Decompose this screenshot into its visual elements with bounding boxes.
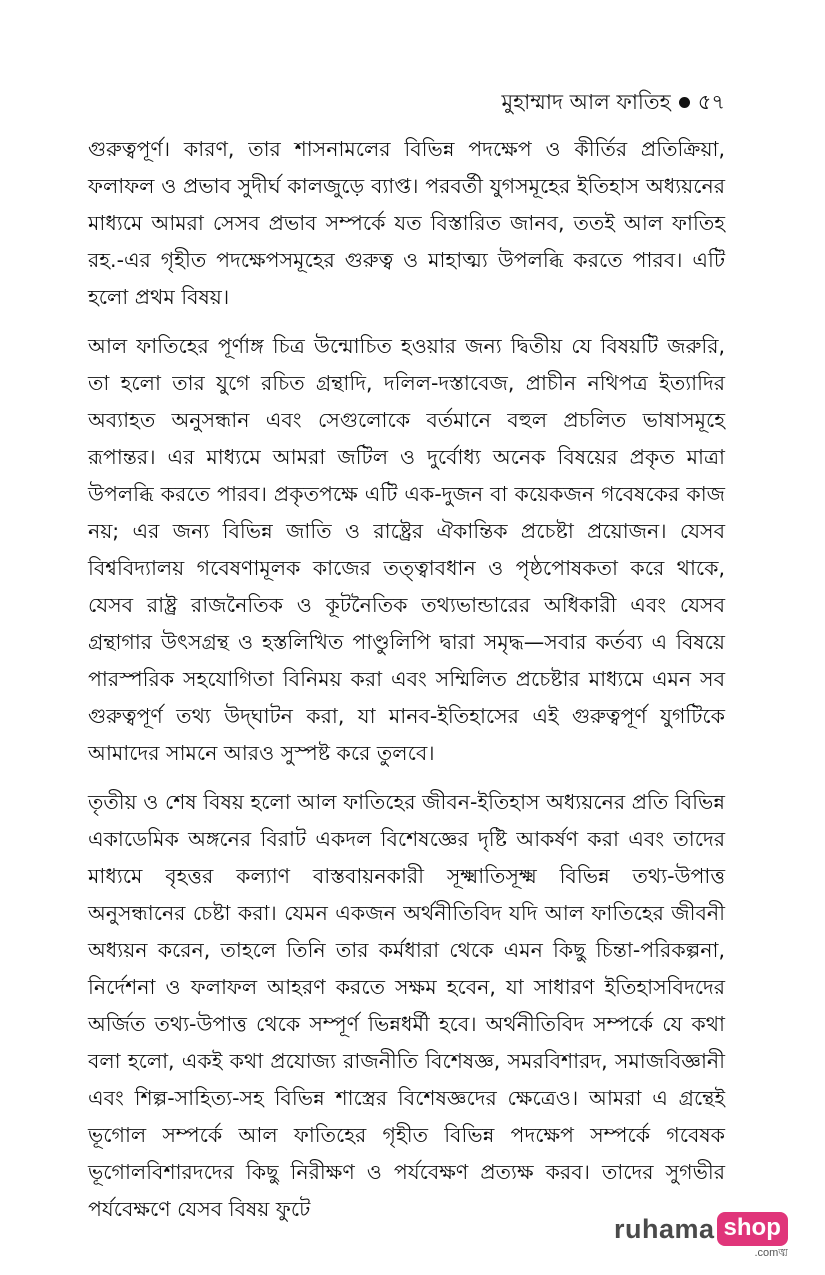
page-number: ৫৭ xyxy=(697,90,725,114)
paragraph-1: গুরুত্বপূর্ণ। কারণ, তার শাসনামলের বিভিন্ন পদক্ষেপ ও কীর্তির প্রতিক্রিয়া, ফলাফল ও প্রভাব সুদীর্ঘ কালজুড়ে ব্যাপ্ত। পরবর্তী যুগসমূহের ইতিহাস অধ্যয়নের মাধ্যমে আমরা সেসব প্রভাব সম্পর্কে যত বিস্তারিত জানব, ততই আল ফাতিহ রহ.-এর গৃহীত পদক্ষেপসমূহের গুরুত্ব ও মাহাত্ম্য উপলব্ধি করতে পারব। এটি হলো প্রথম বিষয়। xyxy=(88,137,725,309)
paragraph-2: আল ফাতিহের পূর্ণাঙ্গ চিত্র উন্মোচিত হওয়ার জন্য দ্বিতীয় যে বিষয়টি জরুরি, তা হলো তার যুগে রচিত গ্রন্থাদি, দলিল-দস্তাবেজ, প্রাচীন নথিপত্র ইত্যাদির অব্যাহত অনুসন্ধান এবং সেগুলোকে বর্তমানে বহুল প্রচলিত ভাষাসমূহে রূপান্তর। এর মাধ্যমে আমরা জটিল ও দুর্বোধ্য অনেক বিষয়ের প্রকৃত মাত্রা উপলব্ধি করতে পারব। প্রকৃতপক্ষে এটি এক-দুজন বা কয়েকজন গবেষকের কাজ নয়; এর জন্য বিভিন্ন জাতি ও রাষ্ট্রের ঐকান্তিক প্রচেষ্টা প্রয়োজন। যেসব বিশ্ববিদ্যালয় গবেষণামূলক কাজের তত্ত্বাবধান ও পৃষ্ঠপোষকতা করে থাকে, যেসব রাষ্ট্র রাজনৈতিক ও কূটনৈতিক তথ্যভান্ডারের অধিকারী এবং যেসব গ্রন্থাগার উৎসগ্রন্থ ও হস্তলিখিত পাণ্ডুলিপি দ্বারা সমৃদ্ধ—সবার কর্তব্য এ বিষয়ে পারস্পরিক সহযোগিতা বিনিময় করা এবং সম্মিলিত প্রচেষ্টার মাধ্যমে এমন সব গুরুত্বপূর্ণ তথ্য উদ্‌ঘাটন করা, যা মানব-ইতিহাসের এই গুরুত্বপূর্ণ যুগটিকে আমাদের সামনে আরও সুস্পষ্ট করে তুলবে। xyxy=(88,334,725,765)
bullet-icon xyxy=(679,97,690,108)
paragraph-3: তৃতীয় ও শেষ বিষয় হলো আল ফাতিহের জীবন-ইতিহাস অধ্যয়নের প্রতি বিভিন্ন একাডেমিক অঙ্গনের বিরাট একদল বিশেষজ্ঞের দৃষ্টি আকর্ষণ করা এবং তাদের মাধ্যমে বৃহত্তর কল্যাণ বাস্তবায়নকারী সূক্ষ্মাতিসূক্ষ্ম বিভিন্ন তথ্য-উপাত্ত অনুসন্ধানের চেষ্টা করা। যেমন একজন অর্থনীতিবিদ যদি আল ফাতিহের জীবনী অধ্যয়ন করেন, তাহলে তিনি তার কর্মধারা থেকে এমন কিছু চিন্তা-পরিকল্পনা, নির্দেশনা ও ফলাফল আহরণ করতে সক্ষম হবেন, যা সাধারণ ইতিহাসবিদদের অর্জিত তথ্য-উপাত্ত থেকে সম্পূর্ণ ভিন্নধর্মী হবে। অর্থনীতিবিদ সম্পর্কে যে কথা বলা হলো, একই কথা প্রযোজ্য রাজনীতি বিশেষজ্ঞ, সমরবিশারদ, সমাজবিজ্ঞানী এবং শিল্প-সাহিত্য-সহ বিভিন্ন শাস্ত্রের বিশেষজ্ঞদের ক্ষেত্রেও। আমরা এ গ্রন্থেই ভূগোল সম্পর্কে আল ফাতিহের গৃহীত বিভিন্ন পদক্ষেপ সম্পর্কে গবেষক ভূগোলবিশারদদের কিছু নিরীক্ষণ ও পর্যবেক্ষণ প্রত্যক্ষ করব। তাদের সুগভীর পর্যবেক্ষণে যেসব বিষয় ফুটে xyxy=(88,790,725,1221)
logo-word: ruhama xyxy=(614,1214,715,1244)
book-title: মুহাম্মাদ আল ফাতিহ xyxy=(501,90,671,114)
logo-box xyxy=(715,1212,788,1260)
running-head xyxy=(501,88,725,116)
publisher-logo xyxy=(614,1212,788,1260)
logo-domain: .comঙ্ম xyxy=(754,1247,788,1259)
body-text xyxy=(88,131,725,1228)
logo-shop-badge: shop xyxy=(717,1212,788,1246)
